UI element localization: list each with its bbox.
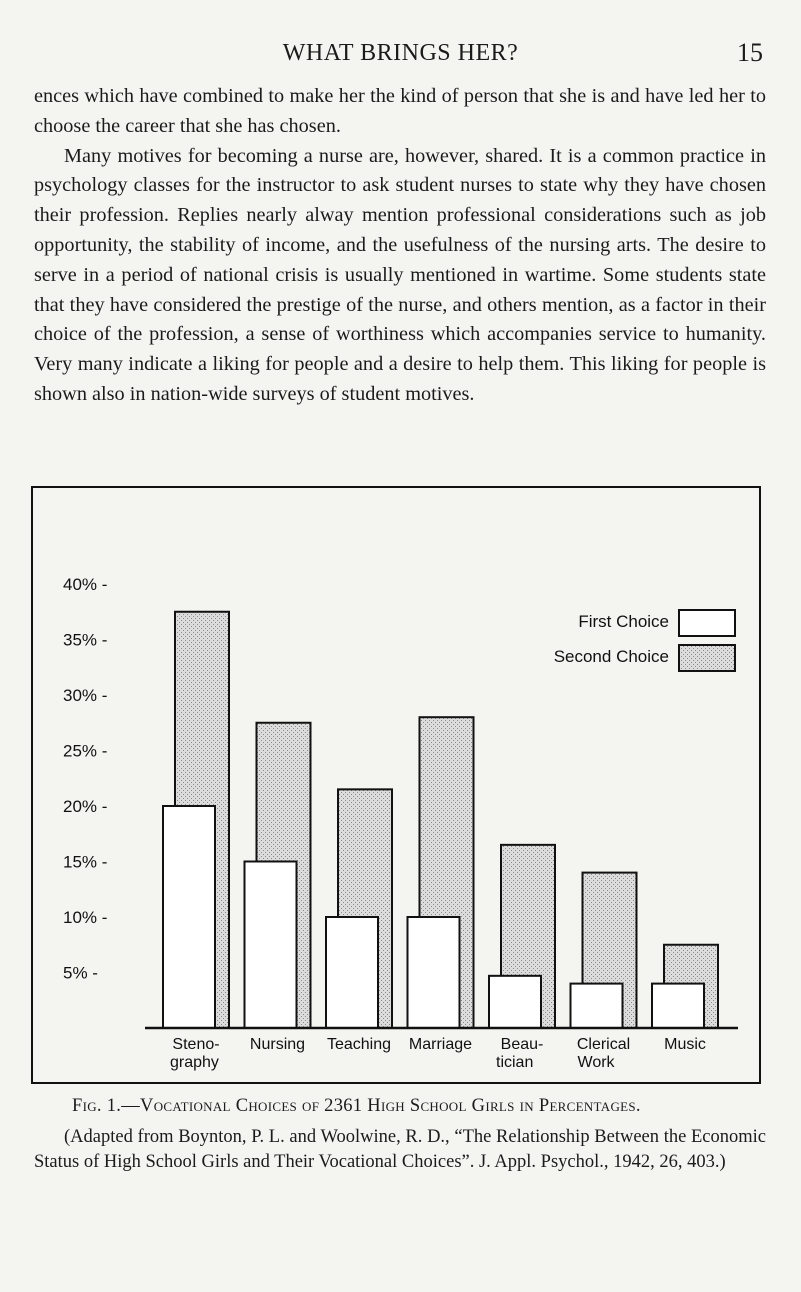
x-category-label: Music <box>664 1036 706 1053</box>
x-category-label: tician <box>496 1054 534 1071</box>
bar-first-choice <box>571 984 623 1028</box>
body-text <box>34 82 766 410</box>
bar-first-choice <box>408 917 460 1028</box>
bar-first-choice <box>652 984 704 1028</box>
y-tick-label: 5% - <box>63 963 98 983</box>
x-category-label: Work <box>577 1054 615 1071</box>
legend-label-second: Second Choice <box>553 647 669 666</box>
y-tick-label: 35% - <box>63 630 108 650</box>
figure-frame <box>31 486 761 1084</box>
y-tick-label: 30% - <box>63 686 108 705</box>
x-category-label: Teaching <box>326 1036 392 1053</box>
bars-group <box>163 612 718 1028</box>
y-tick-label: 20% - <box>63 797 108 816</box>
bar-first-choice <box>245 862 297 1029</box>
y-tick-label: 25% - <box>63 741 108 761</box>
x-category-label: Beau- <box>500 1036 544 1053</box>
paragraph-1: ences which have combined to make her the kind of person that she is and have led her to choose the career that she has chosen. <box>34 85 766 137</box>
x-axis <box>145 1028 738 1071</box>
bar-first-choice <box>489 976 541 1028</box>
x-category-label: graphy <box>170 1054 219 1071</box>
y-tick-label: 15% - <box>63 852 108 872</box>
bar-first-choice <box>326 917 378 1028</box>
page-number: 15 <box>737 38 763 67</box>
paragraph-2: Many motives for becoming a nurse are, however, shared. It is a common practice in psychology classes for the instructor to ask student nurses to state why they have chosen their profession. Replies nearly alway mention professional considerations such as job opportunity, the stability of income, and the usefulness of the nursing arts. The desire to serve in a period of national crisis is usually mentioned in wartime. Some students state that they have considered the prestige of the nurse, and others mention, as a factor in their choice of the profession, a sense of worthiness which accompanies service to humanity. Very many indicate a liking for people and a desire to help them. This liking for people is shown also in nation-wide surveys of student motives. <box>34 144 766 405</box>
bar-chart <box>33 488 759 1082</box>
running-title: WHAT BRINGS HER? <box>282 40 519 66</box>
y-axis <box>63 575 107 983</box>
x-category-label: Nursing <box>249 1036 306 1053</box>
figure-source: (Adapted from Boynton, P. L. and Woolwine, R. D., “The Relationship Between the Economic Status of High School Girls and Their Vocational Choices”. J. Appl. Psychol., 1942, 26, 403.) <box>34 1127 766 1172</box>
x-category-label: Clerical <box>576 1036 631 1053</box>
legend-label-first: First Choice <box>578 612 669 631</box>
legend <box>554 610 735 671</box>
bar-first-choice <box>163 806 215 1028</box>
legend-swatch-first <box>679 610 735 636</box>
y-tick-label: 40% - <box>63 575 108 594</box>
legend-swatch-second <box>679 645 735 671</box>
y-tick-label: 10% - <box>63 908 108 927</box>
x-category-label: Marriage <box>408 1036 473 1053</box>
figure-caption: Fig. 1.—Vocational Choices of 2361 High School Girls in Percentages. <box>72 1096 641 1116</box>
running-header <box>0 38 801 78</box>
x-category-label: Steno- <box>172 1036 220 1053</box>
